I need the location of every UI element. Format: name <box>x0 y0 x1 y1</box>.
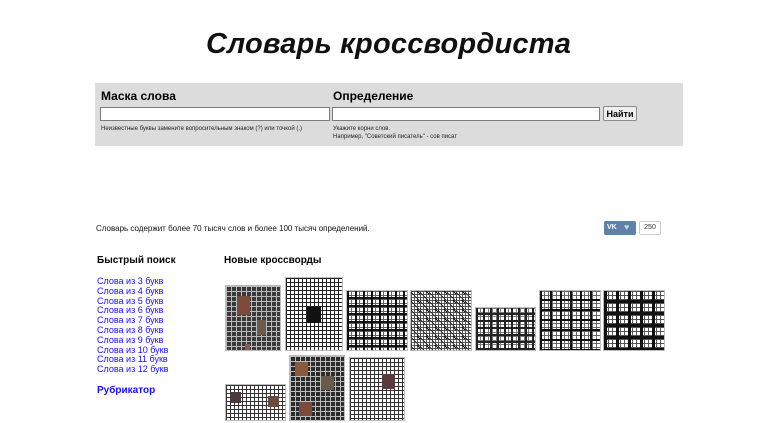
vk-like-button[interactable] <box>604 221 636 235</box>
crossword-thumbnail[interactable] <box>225 285 281 351</box>
quick-link-8-letters[interactable]: Слова из 8 букв <box>97 324 164 335</box>
quick-link-9-letters[interactable]: Слова из 9 букв <box>97 334 164 345</box>
heart-icon: ♥ <box>624 222 630 232</box>
crossword-thumbnail[interactable] <box>225 384 286 421</box>
find-button[interactable]: Найти <box>603 106 637 121</box>
dictionary-info: Словарь содержит более 70 тысяч слов и более 100 тысяч определений. <box>96 224 370 233</box>
definition-input[interactable] <box>332 107 600 121</box>
crossword-thumbnail[interactable] <box>539 290 601 351</box>
quick-search-list <box>97 277 168 375</box>
mask-hint: Неизвестные буквы замените вопросительным знаком (?) или точкой (.) <box>101 126 303 132</box>
quick-link-6-letters[interactable]: Слова из 6 букв <box>97 305 164 316</box>
quick-link-5-letters[interactable]: Слова из 5 букв <box>97 295 164 306</box>
definition-label: Определение <box>333 89 414 103</box>
crossword-thumbnail[interactable] <box>603 290 665 351</box>
crossword-thumbnail[interactable] <box>349 357 405 421</box>
quick-link-12-letters[interactable]: Слова из 12 букв <box>97 364 169 375</box>
search-panel <box>95 83 683 146</box>
quick-link-11-letters[interactable]: Слова из 11 букв <box>97 354 168 365</box>
quick-search-title: Быстрый поиск <box>97 255 176 266</box>
quick-link-7-letters[interactable]: Слова из 7 букв <box>97 315 164 326</box>
crossword-thumbnail[interactable] <box>289 355 345 421</box>
quick-link-10-letters[interactable]: Слова из 10 букв <box>97 344 169 355</box>
quick-link-3-letters[interactable]: Слова из 3 букв <box>97 276 164 286</box>
crossword-thumbnail[interactable] <box>410 290 472 351</box>
vk-logo-icon: VK <box>607 224 617 231</box>
crossword-thumbnail[interactable] <box>475 307 536 351</box>
new-crosswords-title: Новые кроссворды <box>224 255 322 266</box>
definition-hint-line1: Укажите корни слов. <box>333 126 391 132</box>
mask-input[interactable] <box>100 107 330 121</box>
mask-label: Маска слова <box>101 89 176 103</box>
definition-hint-line2: Например, "Советский писатель" - сов писат <box>333 134 457 140</box>
crossword-thumbnail[interactable] <box>346 290 408 351</box>
quick-link-4-letters[interactable]: Слова из 4 букв <box>97 285 164 296</box>
rubricator-link[interactable]: Рубрикатор <box>97 385 156 396</box>
like-count: 250 <box>639 221 661 235</box>
page-title: Словарь кроссвордиста <box>205 28 572 60</box>
crossword-thumbnail[interactable] <box>285 277 343 351</box>
